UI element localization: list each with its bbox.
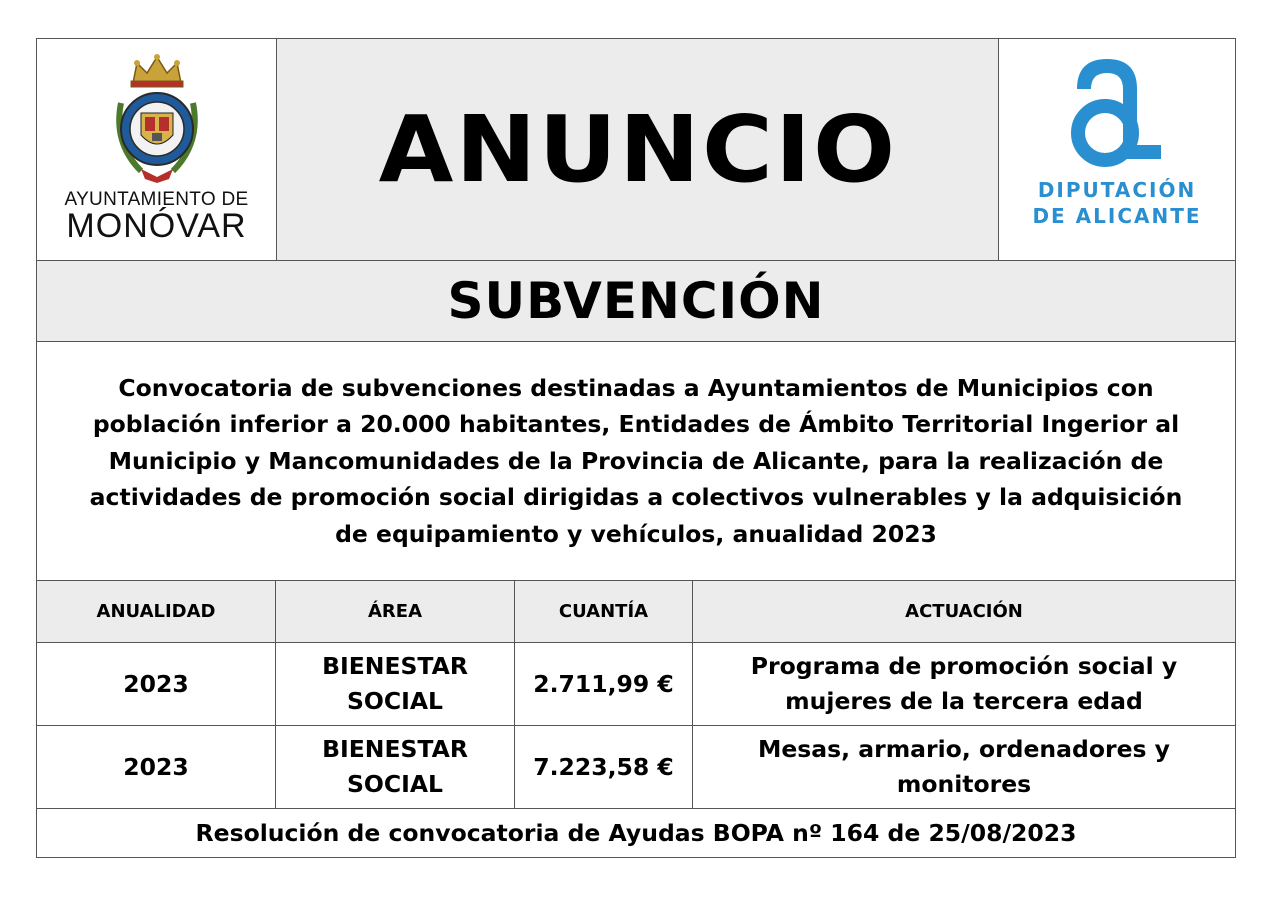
cell-anualidad: 2023 — [37, 726, 276, 808]
ayuntamiento-label: AYUNTAMIENTO DE — [64, 189, 249, 210]
header-row — [36, 38, 1236, 260]
monovar-label: MONÓVAR — [66, 207, 247, 245]
monovar-crest-icon — [111, 53, 203, 185]
header-cuantia: CUANTÍA — [515, 581, 693, 642]
page-title: ANUNCIO — [378, 96, 897, 203]
description-text: Convocatoria de subvenciones destinadas a Ayuntamientos de Municipios con población inferior a 20.000 habitantes, Entidades de Ámbito Territorial Ingerior al Municipio y Mancomunidades de la Provincia de Alicante, para la realización de actividades de promoción social dirigidas a colectivos vulnerables y la adquisición de equipamiento y vehículos, anualidad 2023 — [89, 373, 1183, 548]
subtitle-row — [36, 260, 1236, 341]
footer-row — [36, 808, 1236, 858]
subtitle: SUBVENCIÓN — [447, 272, 825, 330]
ayuntamiento-logo — [37, 39, 277, 260]
table-row — [36, 642, 1236, 725]
announcement-sheet — [36, 38, 1236, 858]
cell-cuantia: 7.223,58 € — [515, 726, 693, 808]
diputacion-logo — [999, 39, 1235, 260]
cell-area: BIENESTAR SOCIAL — [276, 726, 515, 808]
resolution-text: Resolución de convocatoria de Ayudas BOPA nº 164 de 25/08/2023 — [195, 819, 1077, 847]
diputacion-al-logo-icon — [1067, 55, 1167, 167]
cell-area: BIENESTAR SOCIAL — [276, 643, 515, 725]
cell-cuantia: 2.711,99 € — [515, 643, 693, 725]
table-row — [36, 725, 1236, 808]
header-anualidad: ANUALIDAD — [37, 581, 276, 642]
cell-actuacion: Programa de promoción social y mujeres de la tercera edad — [750, 652, 1178, 715]
cell-actuacion: Mesas, armario, ordenadores y monitores — [757, 735, 1171, 798]
description-row — [36, 341, 1236, 580]
title-cell — [277, 39, 999, 260]
table-header-row — [36, 580, 1236, 642]
diputacion-label: DIPUTACIÓN — [1037, 178, 1197, 202]
header-actuacion: ACTUACIÓN — [905, 601, 1023, 622]
cell-anualidad: 2023 — [37, 643, 276, 725]
header-area: ÁREA — [276, 581, 515, 642]
alicante-label: DE ALICANTE — [1032, 204, 1202, 228]
